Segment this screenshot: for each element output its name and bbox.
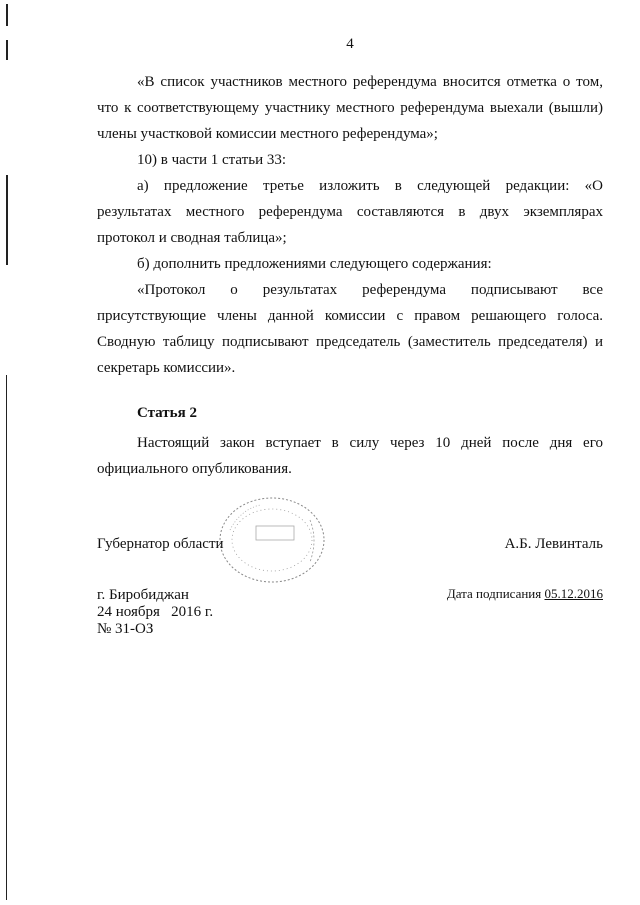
text-line: члены участковой комиссии местного референдума»; [97,126,438,142]
scan-edge-mark [6,375,7,900]
text-line: результатах местного референдума составляются в двух экземплярах [97,204,603,220]
scan-edge-mark [6,4,8,26]
signing-city: г. Биробиджан [97,587,189,603]
text-line: б) дополнить предложениями следующего содержания: [137,256,492,272]
text-line: «Протокол о результатах референдума подписывают все [137,282,603,298]
text-line: Настоящий закон вступает в силу через 10 дней после дня его [137,435,603,451]
text-line: Сводную таблицу подписывают председатель (заместитель председателя) и [97,334,603,350]
article-text [97,430,603,482]
article-heading: Статья 2 [137,405,197,421]
text-line: официального опубликования. [97,461,292,477]
signatory-name: А.Б. Левинталь [504,536,603,552]
text-line: «В список участников местного референдума вносится отметка о том, [137,74,603,90]
text-line: а) предложение третье изложить в следующей редакции: «О [137,178,603,194]
paragraph-item-10 [97,147,603,173]
signing-date [447,586,603,602]
signing-date-value: 05.12.2016 [544,586,603,601]
text-line: присутствующие члены данной комиссии с правом решающего голоса. [97,308,603,324]
law-number: № 31-ОЗ [97,621,154,637]
paragraph-protocol [97,277,603,381]
text-line: 10) в части 1 статьи 33: [137,152,287,168]
adoption-date: 24 ноября 2016 г. [97,604,214,620]
paragraph-item-a [97,173,603,251]
paragraph-voter-list [97,69,603,147]
signing-date-label: Дата подписания [446,586,542,601]
text-line: что к соответствующему участнику местного референдума выехали (вышли) [97,100,603,116]
paragraph-item-b [97,251,603,277]
scan-edge-mark [6,175,8,265]
text-line: протокол и сводная таблица»; [97,230,287,246]
page-number: 4 [346,36,354,52]
text-line: секретарь комиссии». [97,360,236,376]
signatory-position: Губернатор области [97,536,224,552]
